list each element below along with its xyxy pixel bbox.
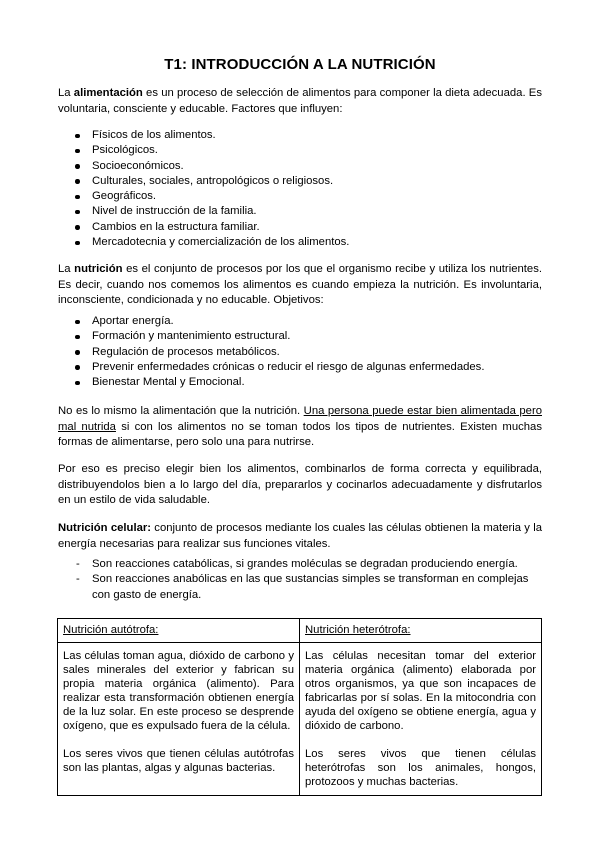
table-header-cell xyxy=(58,619,300,643)
table-row xyxy=(58,619,542,643)
list-item: Formación y mantenimiento estructural. xyxy=(72,329,542,344)
list-item: Culturales, sociales, antropológicos o religiosos. xyxy=(72,174,542,189)
diferencia-text-b: si con los alimentos no se toman todos los tipos de nutrientes. Existen muchas formas de alimentarse, pero solo una para nutrirse. xyxy=(58,420,542,448)
objetivos-list xyxy=(72,314,542,390)
table-cell xyxy=(300,643,542,796)
alimentacion-intro-a: La xyxy=(58,87,74,99)
table-header-cell xyxy=(300,619,542,643)
nutricion-comparison-table xyxy=(57,618,542,796)
list-item: Prevenir enfermedades crónicas o reducir el riesgo de algunas enfermedades. xyxy=(72,360,542,375)
celular-term: Nutrición celular: xyxy=(58,522,152,534)
list-item: Geográficos. xyxy=(72,189,542,204)
page-title: T1: INTRODUCCIÓN A LA NUTRICIÓN xyxy=(164,56,436,73)
diferencia-paragraph xyxy=(58,404,542,451)
autotrofa-header: Nutrición autótrofa: xyxy=(63,624,159,636)
list-item: Mercadotecnia y comercialización de los alimentos. xyxy=(72,235,542,250)
list-item: Psicológicos. xyxy=(72,143,542,158)
nutricion-paragraph xyxy=(58,262,542,309)
list-item: Socioeconómicos. xyxy=(72,159,542,174)
alimentacion-term: alimentación xyxy=(73,87,143,99)
list-item: Cambios en la estructura familiar. xyxy=(72,220,542,235)
autotrofa-examples: Los seres vivos que tienen células autótrofas son las plantas, algas y algunas bacterias. xyxy=(63,748,294,774)
factores-list xyxy=(72,128,542,250)
list-item: Bienestar Mental y Emocional. xyxy=(72,375,542,390)
heterotrofa-header: Nutrición heterótrofa: xyxy=(305,624,411,636)
list-item: Aportar energía. xyxy=(72,314,542,329)
list-item: - Son reacciones catabólicas, si grandes moléculas se degradan produciendo energía. xyxy=(72,557,542,572)
heterotrofa-description: Las células necesitan tomar del exterior materia orgánica (alimento) elaborada por otros organismos, ya que son incapaces de fabricarlas por sí solas. En la mitocondria con ayuda del oxígeno se obtiene energía, agua y dióxido de carbono. xyxy=(305,650,536,732)
reacciones-list xyxy=(72,557,542,603)
diferencia-text-a: No es lo mismo la alimentación que la nutrición. xyxy=(58,405,304,417)
alimentacion-intro-b: es un proceso de selección de alimentos para componer la dieta adecuada. Es voluntaria, consciente y educable. Factores que influyen: xyxy=(58,87,542,115)
table-row xyxy=(58,643,542,796)
heterotrofa-examples: Los seres vivos que tienen células heterótrofas son los animales, hongos, protozoos y muchas bacterias. xyxy=(305,748,536,788)
nutricion-intro-a: La xyxy=(58,263,75,275)
list-item: Físicos de los alimentos. xyxy=(72,128,542,143)
celular-text: conjunto de procesos mediante los cuales las células obtienen la materia y la energía necesarias para realizar sus funciones vitales. xyxy=(58,522,542,550)
consejo-paragraph: Por eso es preciso elegir bien los alimentos, combinarlos de forma correcta y equilibrada, distribuyendolos bien a lo largo del día, prepararlos y cocinarlos adecuadamente y disfrutarlos en un estilo de vida saludable. xyxy=(58,463,542,506)
diferencia-underlined: Una persona puede estar bien alimentada pero mal nutrida xyxy=(58,405,542,433)
list-item: Nivel de instrucción de la familia. xyxy=(72,204,542,219)
celular-paragraph xyxy=(58,521,542,552)
table-cell xyxy=(58,643,300,796)
list-item: - Son reacciones anabólicas en las que sustancias simples se transforman en complejas con gasto de energía. xyxy=(72,572,542,603)
nutricion-term: nutrición xyxy=(74,263,123,275)
autotrofa-description: Las células toman agua, dióxido de carbono y sales minerales del exterior y fabrican su propia materia orgánica (alimento). Para realizar esta transformación obtienen energía de la luz solar. En este proceso se desprende oxígeno, que es expulsado fuera de la célula. xyxy=(63,650,294,732)
alimentacion-paragraph xyxy=(58,86,542,117)
list-item: Regulación de procesos metabólicos. xyxy=(72,345,542,360)
nutricion-intro-b: es el conjunto de procesos por los que el organismo recibe y utiliza los nutrientes. Es decir, cuando nos comemos los alimentos es cuando empieza la nutrición. Es involuntaria, inconsciente, condicionada y no educable. Objetivos: xyxy=(58,263,542,306)
